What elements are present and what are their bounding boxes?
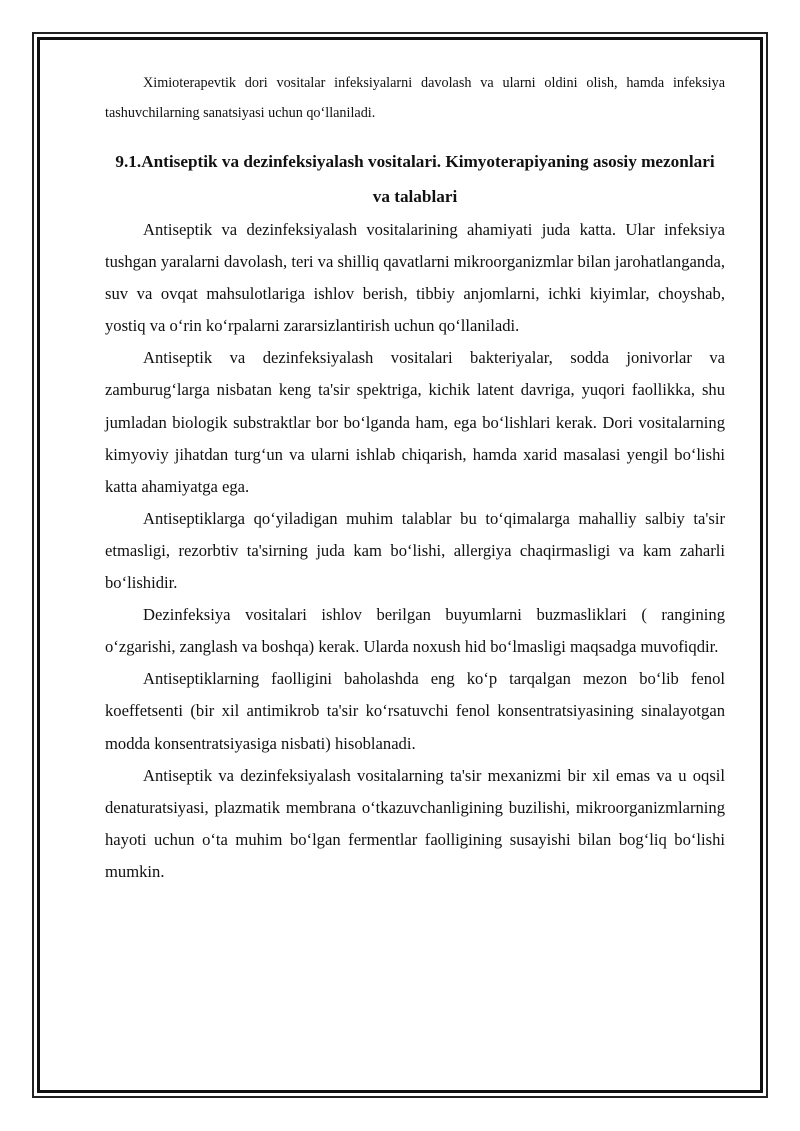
paragraph-requirements: Antiseptiklarga qo‘yiladigan muhim talablar bu to‘qimalarga mahalliy salbiy ta'sir etmasligi, rezorbtiv ta'sirning juda kam bo‘lishi, allergiya chaqirmasligi va kam zaharli bo‘lishidir.	[105, 508, 725, 593]
paragraph-mechanism: Antiseptik va dezinfeksiyalash vositalarning ta'sir mexanizmi bir xil emas va u oqsil denaturatsiyasi, plazmatik membrana o‘tkazuvchanligining buzilishi, mikroorganizmlarning hayoti uchun o‘ta muhim bo‘lgan fermentlar faolligining susayishi bilan bog‘liq bo‘lishi mumkin.	[105, 765, 725, 881]
paragraph-importance: Antiseptik va dezinfeksiyalash vositalarining ahamiyati juda katta. Ular infeksiya tushgan yaralarni davolash, teri va shilliq qavatlarni mikroorganizmlar bilan jarohatlanganda, suv va ovqat mahsulotlariga ishlov berish, tibbiy anjomlarni, ichki kiyimlar, choyshab, yostiq va o‘rin ko‘rpalarni zararsizlantirish uchun qo‘llaniladi.	[105, 220, 725, 336]
section-heading: 9.1.Antiseptik va dezinfeksiyalash vositalari. Kimyoterapiyaning asosiy mezonlari va talablari	[115, 152, 715, 206]
page-content	[105, 68, 725, 888]
intro-paragraph: Ximioterapevtik dori vositalar infeksiyalarni davolash va ularni oldini olish, hamda infeksiya tashuvchilarning sanatsiyasi uchun qo‘llaniladi.	[105, 75, 725, 121]
paragraph-spectrum: Antiseptik va dezinfeksiyalash vositalari bakteriyalar, sodda jonivorlar va zamburug‘larga nisbatan keng ta'sir spektriga, kichik latent davriga, yuqori faollikka, shu jumladan biologik substraktlar bor bo‘lganda ham, ega bo‘lishlari kerak. Dori vositalarning kimyoviy jihatdan turg‘un va ularni ishlab chiqarish, hamda xarid masalasi yengil bo‘lishi katta ahamiyatga ega.	[105, 348, 725, 496]
paragraph-disinfection: Dezinfeksiya vositalari ishlov berilgan buyumlarni buzmasliklari ( rangining o‘zgarishi, zanglash va boshqa) kerak. Ularda noxush hid bo‘lmasligi maqsadga muvofiqdir.	[105, 605, 725, 657]
paragraph-phenol-coefficient: Antiseptiklarning faolligini baholashda eng ko‘p tarqalgan mezon bo‘lib fenol koeffetsenti (bir xil antimikrob ta'sir ko‘rsatuvchi fenol konsentratsiyasining sinalayotgan modda konsentratsiyasiga nisbati) hisoblanadi.	[105, 669, 725, 753]
